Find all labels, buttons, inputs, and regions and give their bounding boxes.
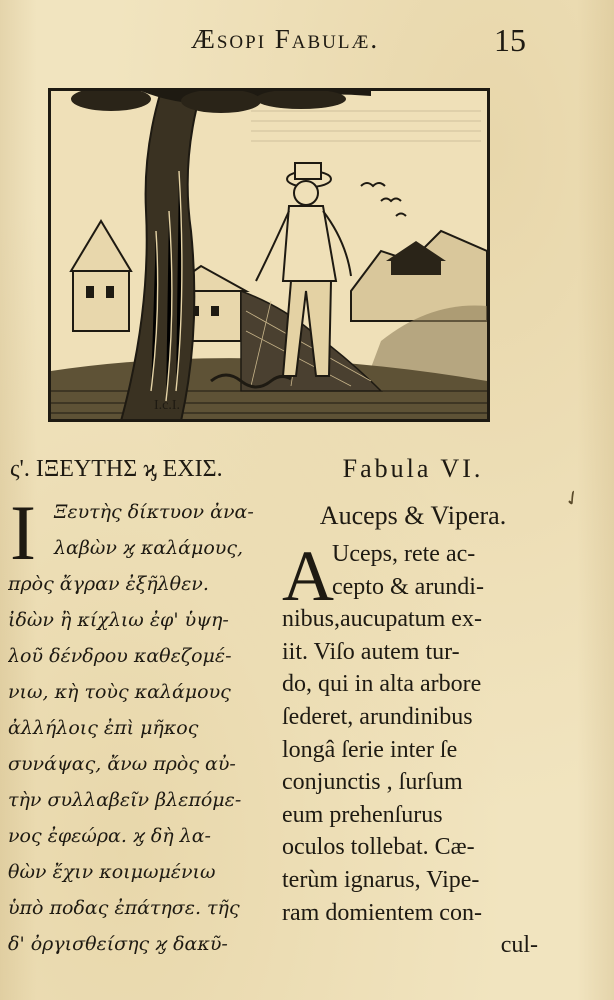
woodcut-illustration — [48, 88, 490, 422]
greek-line: νιω, κὴ τοὺς καλάμους — [8, 681, 231, 703]
greek-line: πρὸς ἄγραν ἐξῆλθεν. — [8, 573, 209, 595]
latin-drop-cap: A — [282, 536, 334, 616]
greek-fable-text — [8, 489, 270, 962]
page-number: 15 — [494, 22, 526, 58]
latin-line: nibus,aucupatum ex- — [282, 606, 482, 633]
latin-column — [282, 452, 544, 962]
greek-line: δ' ὀργισθείσης ϗ δακῦ- — [8, 933, 228, 955]
greek-drop-cap: Ι — [10, 489, 36, 576]
latin-line: cepto & arundi- — [332, 573, 484, 600]
greek-line: ὑπὸ ποδας ἐπάτησε. τῆς — [8, 897, 240, 919]
latin-fable-text — [282, 538, 544, 962]
latin-line: ram domientem con- — [282, 899, 482, 926]
running-title: Æsopi Fabulæ. — [190, 24, 380, 54]
greek-line: συνάψας, ἄνω πρὸς αὐ- — [8, 753, 236, 775]
fable-number: Fabula VI. — [342, 454, 484, 483]
latin-line: do, qui in alta arbore — [282, 671, 482, 698]
latin-line: longâ ſerie inter ſe — [282, 736, 458, 763]
greek-line: λαβὼν ϗ καλάμους, — [54, 537, 244, 559]
margin-mark-icon: ✓ — [559, 483, 586, 513]
greek-line: λοῦ δένδρου καθεζομέ- — [8, 645, 232, 667]
fowler-scene-image — [51, 91, 487, 419]
latin-line: oculos tollebat. Cæ- — [282, 834, 475, 861]
greek-line: ἀλλήλοις ἐπὶ μῆκος — [8, 717, 199, 739]
greek-line: Ξευτὴς δίκτυον ἀνα- — [54, 501, 254, 523]
greek-fable-heading: ς'. ΙΞΕΥΤΗΣ ϗ ΕΧΙΣ. — [10, 456, 223, 482]
greek-column — [8, 452, 270, 962]
greek-line: ἰδὼν ἢ κίχλιω ἐφ' ὑψη- — [8, 609, 229, 631]
latin-line: Uceps, rete ac- — [332, 541, 476, 567]
latin-line: iit. Viſo autem tur- — [282, 638, 460, 665]
woodcut-signature: I.c.I. — [154, 398, 181, 413]
latin-line: cul- — [500, 932, 538, 959]
latin-line: ſederet, arundinibus — [282, 703, 473, 730]
greek-line: θὼν ἔχιν κοιμωμένιω — [8, 861, 216, 883]
fable-title: Auceps & Vipera. — [319, 501, 507, 530]
latin-line: eum prehenſurus — [282, 801, 443, 828]
latin-line: conjunctis , ſurſum — [282, 769, 463, 796]
latin-line: terùm ignarus, Vipe- — [282, 866, 480, 893]
greek-line: νος ἐφεώρα. ϗ δὴ λα- — [8, 825, 211, 847]
greek-line: τὴν συλλαβεῖν βλεπόμε- — [8, 789, 242, 811]
